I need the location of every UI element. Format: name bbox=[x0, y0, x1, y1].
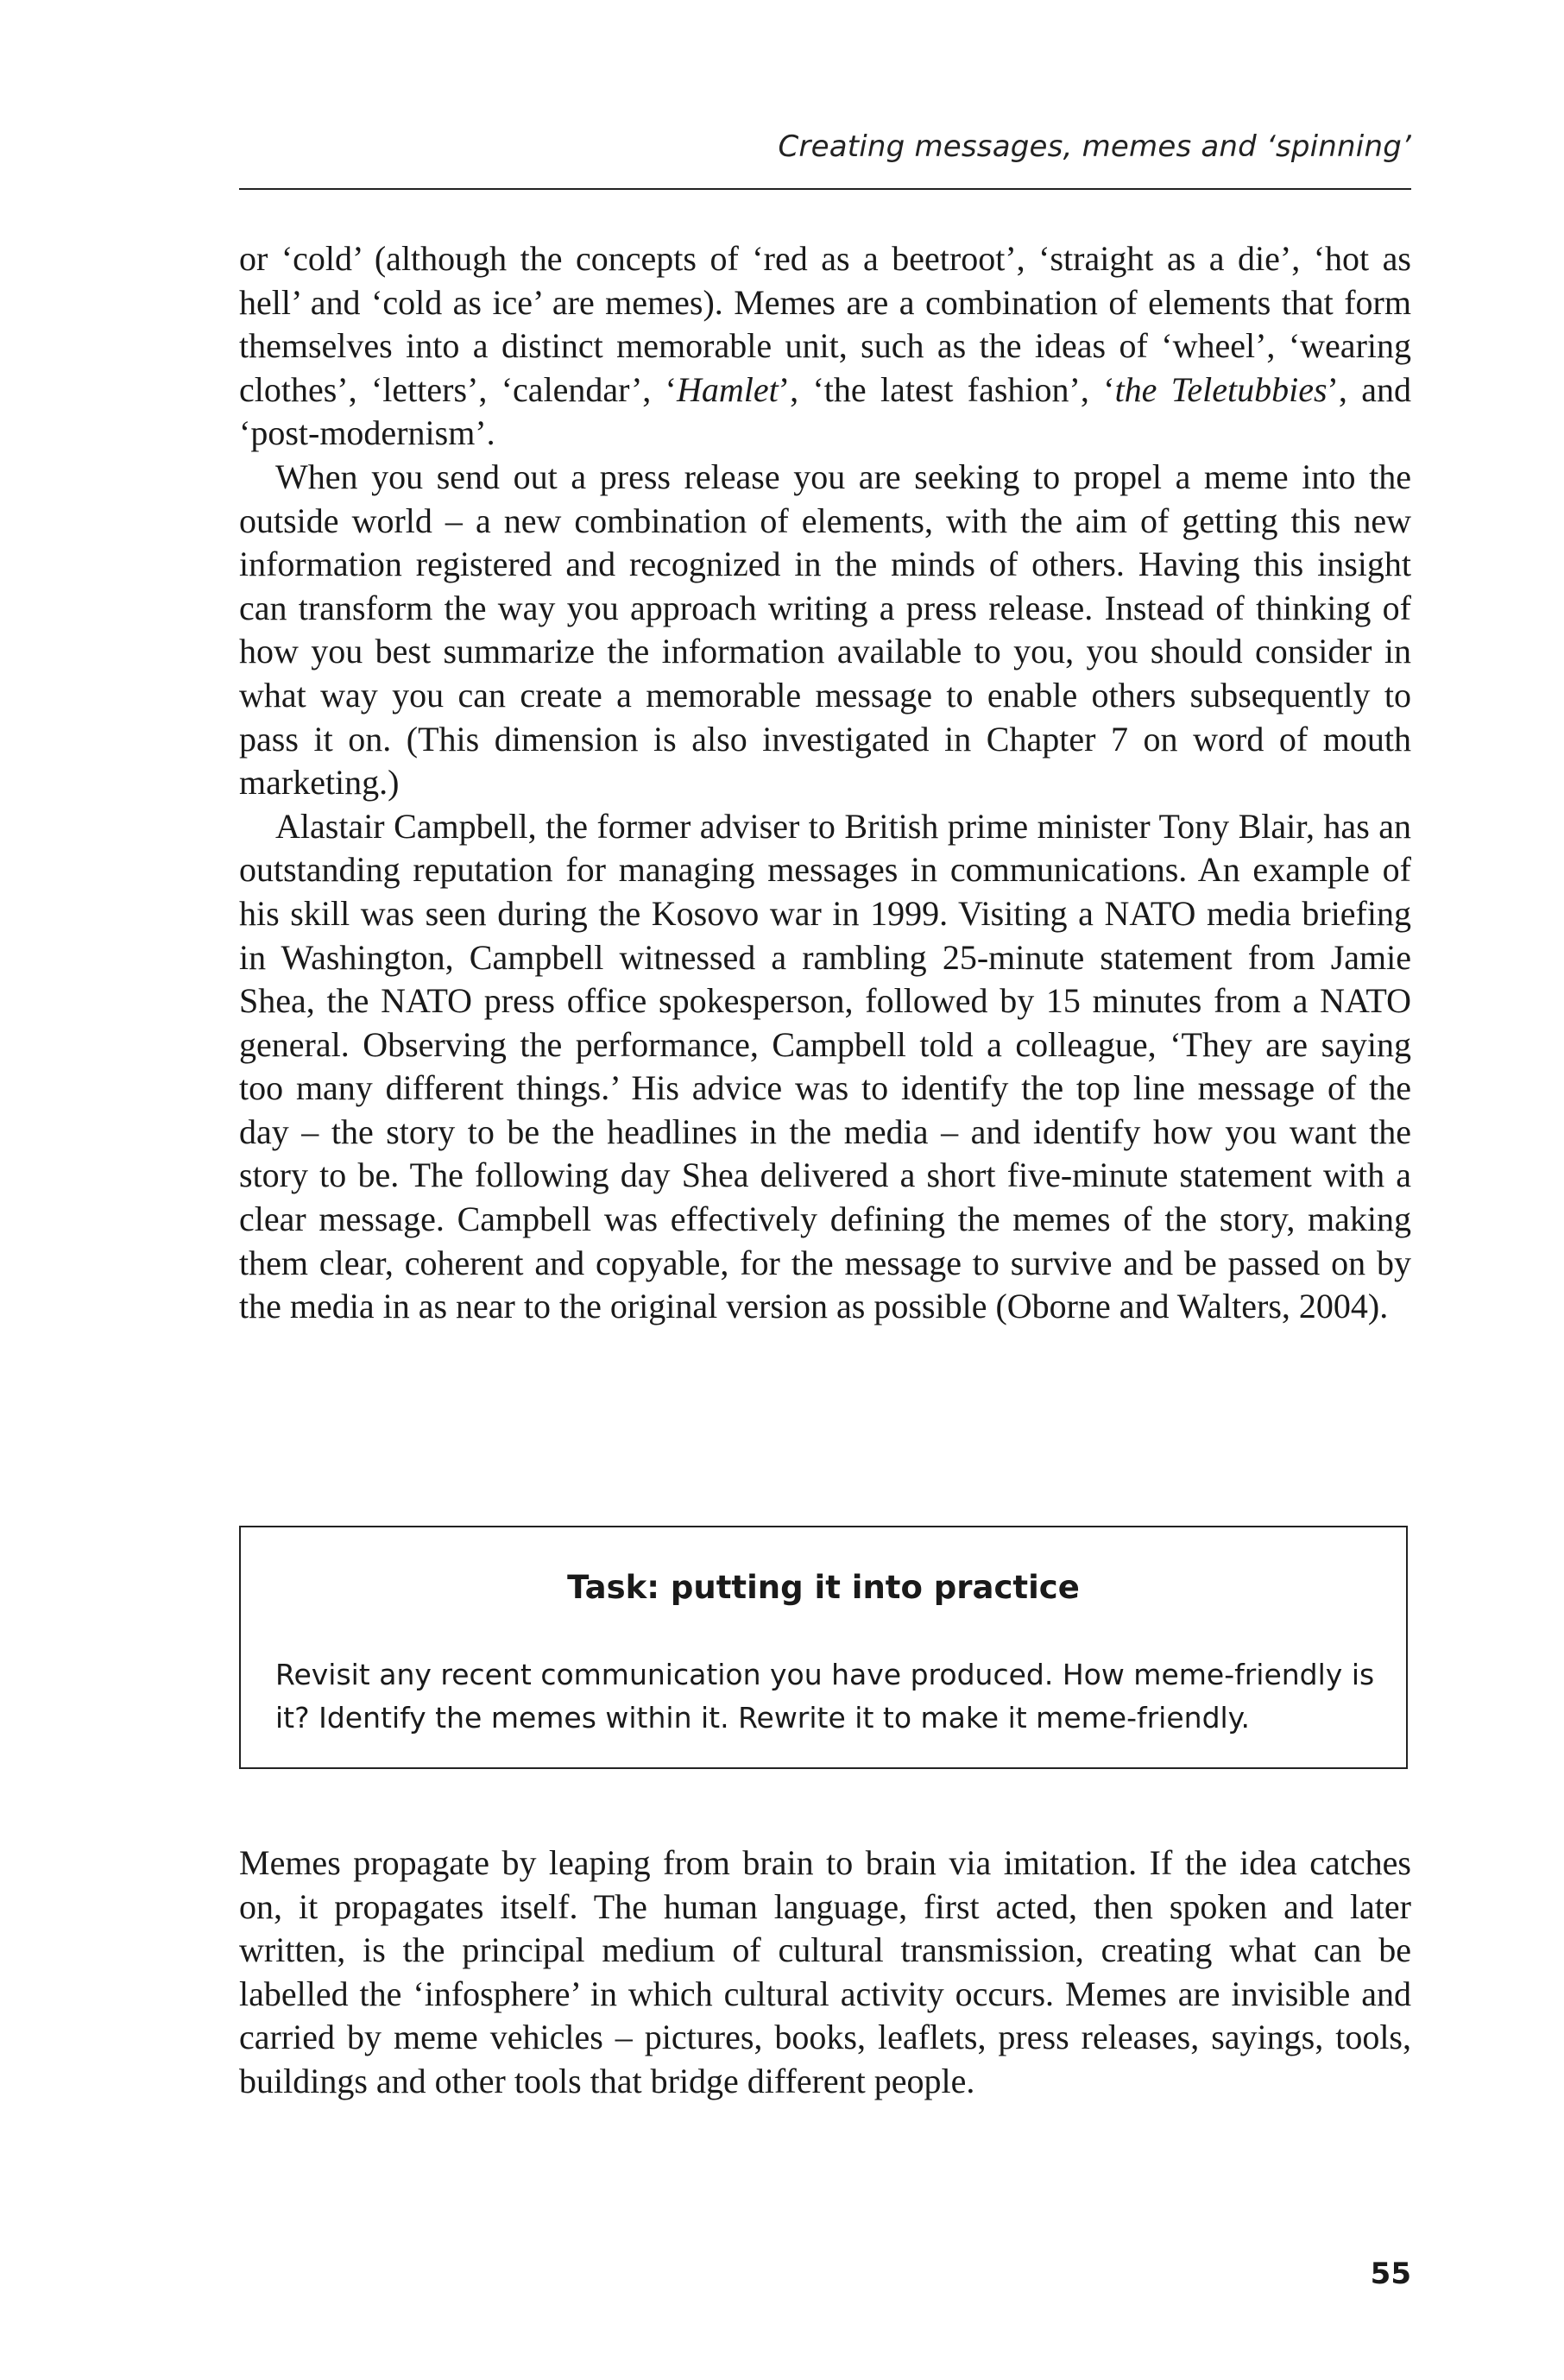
task-box bbox=[239, 1526, 1408, 1769]
paragraph-campbell: Alastair Campbell, the former adviser to British prime minister Tony Blair, has an outstanding reputation for managing messages in communications. An example of his skill was seen during the Kosovo war in 1999. Visiting a NATO media briefing in Washington, Campbell witnessed a rambling 25-minute statement from Jamie Shea, the NATO press office spokesperson, followed by 15 minutes from a NATO general. Observing the performance, Campbell told a colleague, ‘They are saying too many different things.’ His advice was to identify the top line message of the day – the story to be the headlines in the media – and identify how you want the story to be. The following day Shea delivered a short five-minute statement with a clear message. Campbell was effectively defining the memes of the story, making them clear, coherent and copyable, for the message to survive and be passed on by the media in as near to the original version as possible (Oborne and Walters, 2004). bbox=[239, 806, 1411, 1326]
paragraph-continuation bbox=[239, 237, 1411, 456]
paragraph-press-release: When you send out a press release you are seeking to propel a meme into the outside world – a new combination of elements, with the aim of getting this new information registered and recognized in the minds of others. Having this insight can transform the way you approach writing a press release. Instead of thinking of how you best summarize the information available to you, you should consider in what way you can create a memorable message to enable others subsequently to pass it on. (This dimension is also investigated in Chapter 7 on word of mouth marketing.) bbox=[239, 456, 1411, 803]
running-head: Creating messages, memes and ‘spinning’ bbox=[778, 129, 1411, 164]
page-number: 55 bbox=[1370, 2257, 1411, 2291]
teletubbies-title: the Teletubbies bbox=[1114, 369, 1328, 409]
paragraph-1-text-b: ’, ‘the latest fashion’, ‘ bbox=[778, 369, 1115, 409]
task-box-title: Task: putting it into practice bbox=[567, 1569, 1080, 1606]
body-text-upper bbox=[239, 237, 1411, 1329]
paragraph-1-text-c: ’, and ‘post-modernism’. bbox=[239, 369, 1411, 453]
paragraph-memes-propagate: Memes propagate by leaping from brain to brain via imitation. If the idea catches on, it propagates itself. The human language, first acted, then spoken and later written, is the principal medium of cultural transmission, creating what can be labelled the ‘infosphere’ in which cultural activity occurs. Memes are invisible and carried by meme vehicles – pictures, books, leaflets, press releases, sayings, tools, buildings and other tools that bridge different people. bbox=[239, 1843, 1411, 2100]
hamlet-title: Hamlet bbox=[677, 369, 779, 409]
header-rule bbox=[239, 188, 1411, 190]
task-box-body: Revisit any recent communication you have produced. How meme-friendly is it? Identify the memes within it. Rewrite it to make it meme-friendly. bbox=[275, 1658, 1375, 1735]
paragraph-1-text-a: or ‘cold’ (although the concepts of ‘red as a beetroot’, ‘straight as a die’, ‘hot as hell’ and ‘cold as ice’ are memes). Memes are a combination of elements that form themselves into a distinct memorable unit, such as the ideas of ‘wheel’, ‘wearing clothes’, ‘letters’, ‘calendar’, ‘ bbox=[239, 239, 1411, 409]
body-text-lower bbox=[239, 1842, 1411, 2104]
